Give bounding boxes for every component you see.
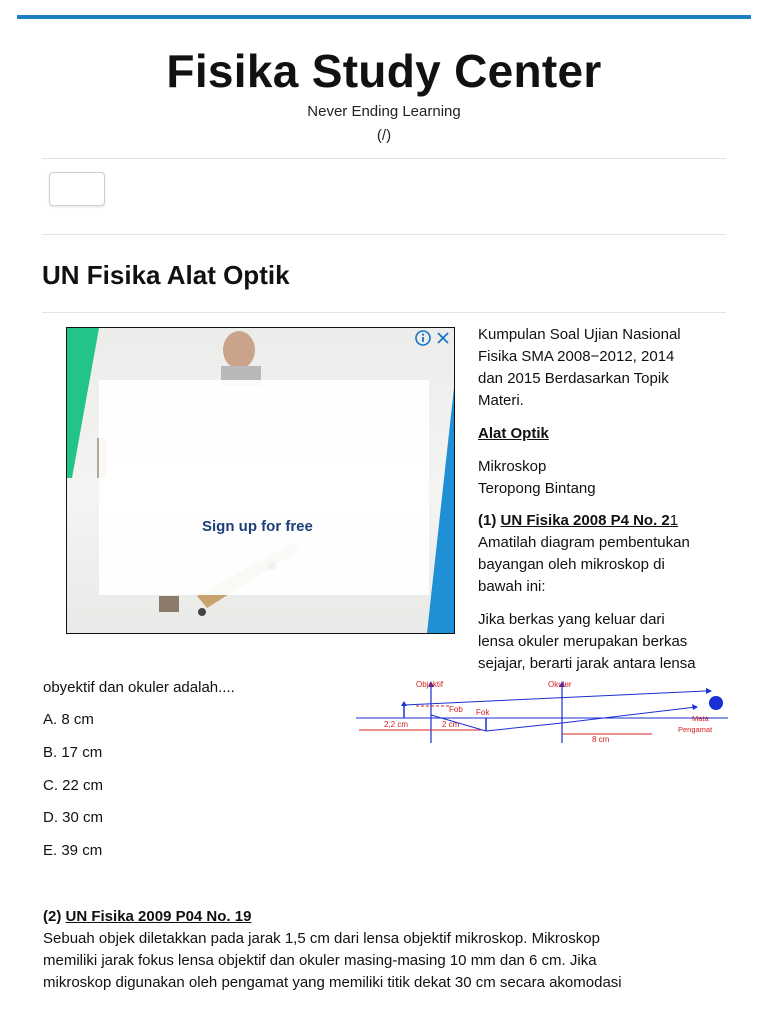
home-link[interactable]: (/) xyxy=(376,127,392,144)
microscope-diagram xyxy=(356,675,728,745)
topic-heading-link[interactable]: Alat Optik xyxy=(478,425,549,442)
info-icon[interactable] xyxy=(415,330,431,346)
ray-bottom xyxy=(562,707,696,723)
question-2-heading xyxy=(43,906,743,928)
question-2-line: mikroskop digunakan oleh pengamat yang memiliki titik dekat 30 cm secara akomodasi xyxy=(43,974,622,991)
intro-line: Fisika SMA 2008−2012, 2014 xyxy=(478,348,675,365)
ray-top xyxy=(404,691,706,705)
intro-text xyxy=(478,324,681,412)
question-1-line: sejajar, berarti jarak antara lensa xyxy=(478,655,696,672)
ad-blue-stripe xyxy=(427,388,454,633)
question-1-option: B. 17 cm xyxy=(43,744,103,761)
nav-divider xyxy=(42,234,726,235)
question-2 xyxy=(43,906,743,994)
question-1-line: obyektif dan okuler adalah.... xyxy=(43,679,235,696)
ad-green-stripe xyxy=(67,328,99,478)
question-1-line: bayangan oleh mikroskop di xyxy=(478,556,665,573)
question-1-number: (1) xyxy=(478,512,497,529)
question-1 xyxy=(478,510,690,598)
question-2-number: (2) xyxy=(43,908,62,925)
ad-card xyxy=(99,380,429,595)
question-2-line: memiliki jarak fokus lensa objektif dan okuler masing-masing 10 mm dan 6 cm. Jika xyxy=(43,952,597,969)
site-title[interactable]: Fisika Study Center xyxy=(166,45,602,97)
intro-line: Kumpulan Soal Ujian Nasional xyxy=(478,326,681,343)
eye-icon xyxy=(709,696,723,710)
label-fob: Fob xyxy=(449,705,463,714)
question-1-line: bawah ini: xyxy=(478,578,546,595)
topic-item-teropong: Teropong Bintang xyxy=(478,480,596,497)
question-1-option: E. 39 cm xyxy=(43,842,103,859)
question-2-line: Sebuah objek diletakkan pada jarak 1,5 cm dari lensa objektif mikroskop. Mikroskop xyxy=(43,930,600,947)
label-dist-2: 2 cm xyxy=(442,720,460,729)
label-objektif: Objektif xyxy=(416,680,444,689)
label-pengamat: Pengamat xyxy=(678,725,713,734)
topic-item-mikroskop: Mikroskop xyxy=(478,458,547,475)
question-1-option: C. 22 cm xyxy=(43,777,104,794)
advertisement[interactable] xyxy=(66,327,455,634)
question-1-line: lensa okuler merupakan berkas xyxy=(478,633,688,650)
question-1-heading xyxy=(478,510,690,532)
ad-skateboard-wheel xyxy=(198,608,206,616)
label-mata: Mata xyxy=(692,714,709,723)
ray-bottom-head xyxy=(692,704,698,710)
question-1-line: Amatilah diagram pembentukan xyxy=(478,534,690,551)
question-1-continued xyxy=(478,609,696,675)
intro-line: Materi. xyxy=(478,392,524,409)
ad-cta-button[interactable]: Sign up for free xyxy=(202,518,313,535)
ad-person-head xyxy=(223,331,255,369)
question-1-option: A. 8 cm xyxy=(43,711,94,728)
menu-button[interactable] xyxy=(49,172,105,206)
post-title: UN Fisika Alat Optik xyxy=(42,260,290,290)
question-1-source-suffix: 1 xyxy=(669,512,679,529)
label-dist-22: 2,2 cm xyxy=(384,720,409,729)
header-divider xyxy=(42,158,726,159)
question-1-line: Jika berkas yang keluar dari xyxy=(478,611,665,628)
close-icon[interactable] xyxy=(435,330,451,346)
label-fok: Fok xyxy=(476,708,490,717)
label-dist-8: 8 cm xyxy=(592,735,610,744)
ad-person-shoe xyxy=(159,596,179,612)
intro-line: dan 2015 Berdasarkan Topik xyxy=(478,370,669,387)
topic-list xyxy=(478,456,596,500)
ray-middle xyxy=(486,723,562,731)
question-1-option: D. 30 cm xyxy=(43,809,104,826)
title-divider xyxy=(42,312,726,313)
site-tagline: Never Ending Learning xyxy=(307,103,461,120)
label-okuler: Okuler xyxy=(548,680,572,689)
ray-top-head xyxy=(706,688,712,694)
top-accent-bar xyxy=(17,15,751,19)
question-2-source-link[interactable]: UN Fisika 2009 P04 No. 19 xyxy=(65,908,252,925)
question-1-source-link[interactable]: UN Fisika 2008 P4 No. 2 xyxy=(500,512,670,529)
